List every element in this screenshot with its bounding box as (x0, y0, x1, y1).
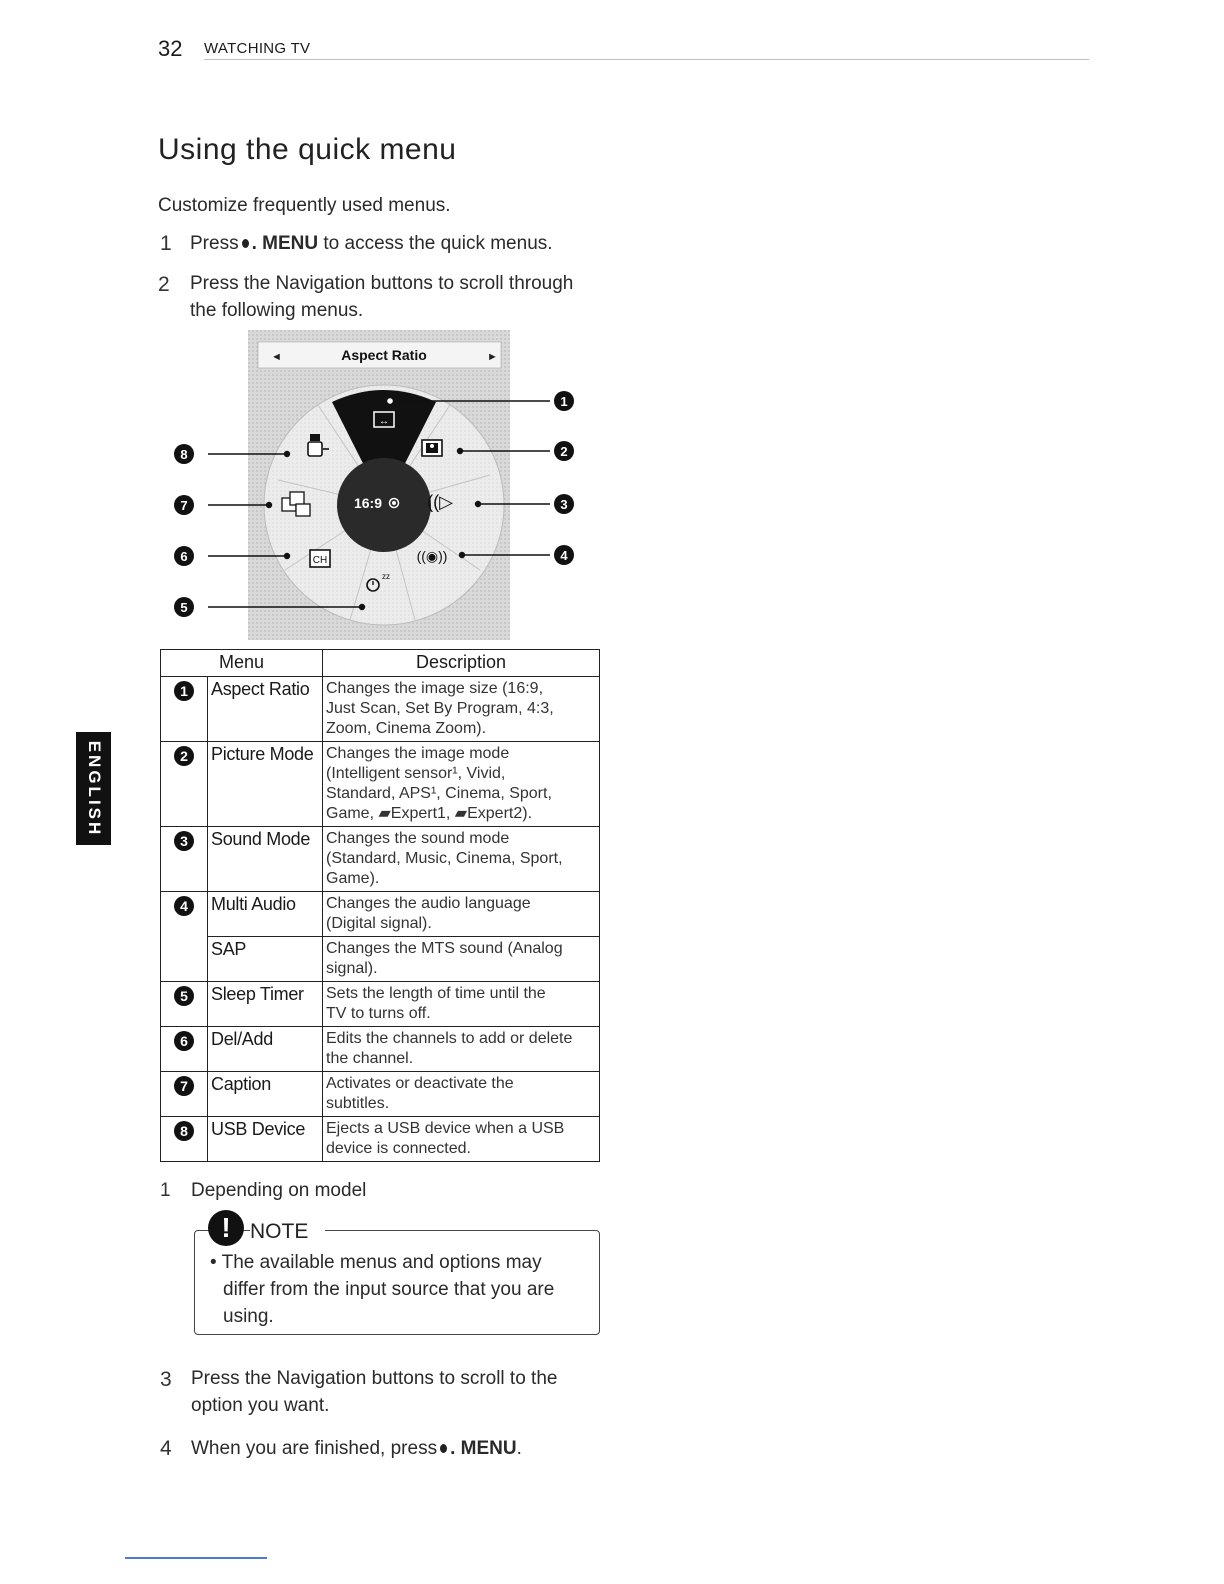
step-text: the following menus. (190, 300, 364, 321)
step-number: 4 (160, 1437, 172, 1460)
row-number-badge: 8 (174, 1121, 194, 1141)
right-arrow-icon: ► (487, 351, 498, 363)
menu-description: Changes the MTS sound (Analog signal). (323, 937, 600, 982)
step-text: to access the quick menus. (318, 233, 553, 254)
menu-name: Sleep Timer (208, 982, 323, 1027)
table-header-row (161, 650, 600, 677)
menu-column-header: Menu (161, 650, 323, 677)
section-title: WATCHING TV (204, 40, 311, 57)
svg-text:7: 7 (180, 498, 188, 513)
callout-badge-5 (174, 597, 194, 617)
description-column-header: Description (323, 650, 600, 677)
svg-text:((▷: ((▷ (427, 492, 453, 512)
svg-text:1: 1 (560, 394, 568, 409)
step-text: Press the Navigation buttons to scroll through (190, 273, 574, 294)
table-row (161, 892, 600, 937)
menu-description: Changes the image size (16:9, Just Scan, Set By Program, 4:3, Zoom, Cinema Zoom). (323, 677, 600, 742)
svg-text:2: 2 (560, 444, 568, 459)
menu-name: USB Device (208, 1117, 323, 1162)
svg-text:3: 3 (560, 497, 568, 512)
step-text: Press the Navigation buttons to scroll to the (191, 1368, 558, 1389)
multi-audio-icon (417, 548, 448, 564)
step-number: 3 (160, 1368, 172, 1391)
picture-mode-icon (422, 440, 442, 456)
menu-name: Picture Mode (208, 742, 323, 827)
menu-name: Multi Audio (208, 892, 323, 937)
language-tab (76, 732, 111, 845)
button-dot-icon (242, 239, 249, 248)
table-row (161, 677, 600, 742)
callout-badge-1 (554, 391, 574, 411)
callout-badge-6 (174, 546, 194, 566)
footer-rule (125, 1557, 267, 1559)
menu-name: Del/Add (208, 1027, 323, 1072)
page-title: Using the quick menu (158, 133, 457, 166)
callout-badge-4 (554, 545, 574, 565)
table-row (161, 827, 600, 892)
menu-description: Sets the length of time until the TV to turns off. (323, 982, 600, 1027)
svg-text:8: 8 (180, 447, 188, 462)
row-number-badge: 6 (174, 1031, 194, 1051)
step-text: option you want. (191, 1395, 330, 1416)
header-rule (204, 59, 1089, 60)
note-icon: ! (208, 1210, 244, 1246)
quick-menu-diagram (160, 330, 600, 645)
svg-text:zz: zz (382, 572, 390, 581)
left-arrow-icon: ◄ (271, 351, 282, 363)
table-row (161, 1027, 600, 1072)
table-row (161, 937, 600, 982)
step-text: Press (190, 233, 239, 254)
step-2 (190, 270, 573, 324)
menu-description: Changes the sound mode (Standard, Music, Cinema, Sport, Game). (323, 827, 600, 892)
menu-key-label: MENU (460, 1438, 517, 1459)
note-label: NOTE (250, 1220, 314, 1244)
svg-text:((◉)): ((◉)) (416, 548, 448, 564)
intro-text: Customize frequently used menus. (158, 195, 451, 216)
center-hub (337, 458, 431, 552)
sound-mode-icon (427, 492, 453, 512)
del-add-label: CH (312, 555, 328, 566)
step-number: 2 (158, 273, 170, 296)
table-row (161, 1117, 600, 1162)
menu-name: Sound Mode (208, 827, 323, 892)
svg-text:6: 6 (180, 549, 188, 564)
svg-text:5: 5 (180, 600, 188, 615)
menu-key-label: MENU (262, 233, 319, 254)
menu-description: Edits the channels to add or delete the channel. (323, 1027, 600, 1072)
step-1: Press . MENU to access the quick menus. (190, 233, 553, 254)
step-text: . (516, 1438, 522, 1459)
callout-badge-8 (174, 444, 194, 464)
callout-badge-3 (554, 494, 574, 514)
footnote-number: 1 (160, 1180, 171, 1201)
menu-description: Activates or deactivate the subtitles. (323, 1072, 600, 1117)
row-number-badge: 3 (174, 831, 194, 851)
note-text (210, 1249, 570, 1330)
menu-description: Changes the image mode (Intelligent sensor¹, Vivid, Standard, APS¹, Cinema, Sport, Game, ▰Expert1, ▰Expert2). (323, 742, 600, 827)
menu-name: SAP (208, 937, 323, 982)
button-dot-icon (440, 1444, 447, 1453)
table-row (161, 742, 600, 827)
menu-description: Changes the audio language (Digital signal). (323, 892, 600, 937)
language-tab-label: ENGLISH (84, 740, 104, 837)
step-number: 1 (160, 232, 172, 255)
menu-name: Caption (208, 1072, 323, 1117)
menu-name: Aspect Ratio (208, 677, 323, 742)
note-line: differ from the input source that you are (223, 1279, 555, 1300)
table-row (161, 1072, 600, 1117)
menu-description: Ejects a USB device when a USB device is connected. (323, 1117, 600, 1162)
step-text: When you are finished, press (191, 1438, 438, 1459)
menu-description-table (160, 649, 600, 1162)
row-number-badge: 1 (174, 681, 194, 701)
svg-text:↔: ↔ (379, 416, 389, 427)
page-number: 32 (158, 36, 183, 61)
footnote-text: Depending on model (191, 1180, 367, 1201)
row-number-badge: 7 (174, 1076, 194, 1096)
note-line: • The available menus and options may (210, 1252, 542, 1273)
table-row (161, 982, 600, 1027)
menu-title-label: Aspect Ratio (341, 347, 427, 363)
svg-text:4: 4 (560, 548, 568, 563)
step-3 (191, 1365, 557, 1419)
row-number-badge: 2 (174, 746, 194, 766)
callout-badge-2 (554, 441, 574, 461)
step-4: When you are finished, press . MENU. (191, 1438, 522, 1459)
note-line: using. (223, 1306, 274, 1327)
row-number-badge: 4 (174, 896, 194, 916)
row-number-badge: 5 (174, 986, 194, 1006)
center-label: 16:9 (353, 495, 383, 511)
del-add-icon (310, 550, 330, 567)
callout-badge-7 (174, 495, 194, 515)
